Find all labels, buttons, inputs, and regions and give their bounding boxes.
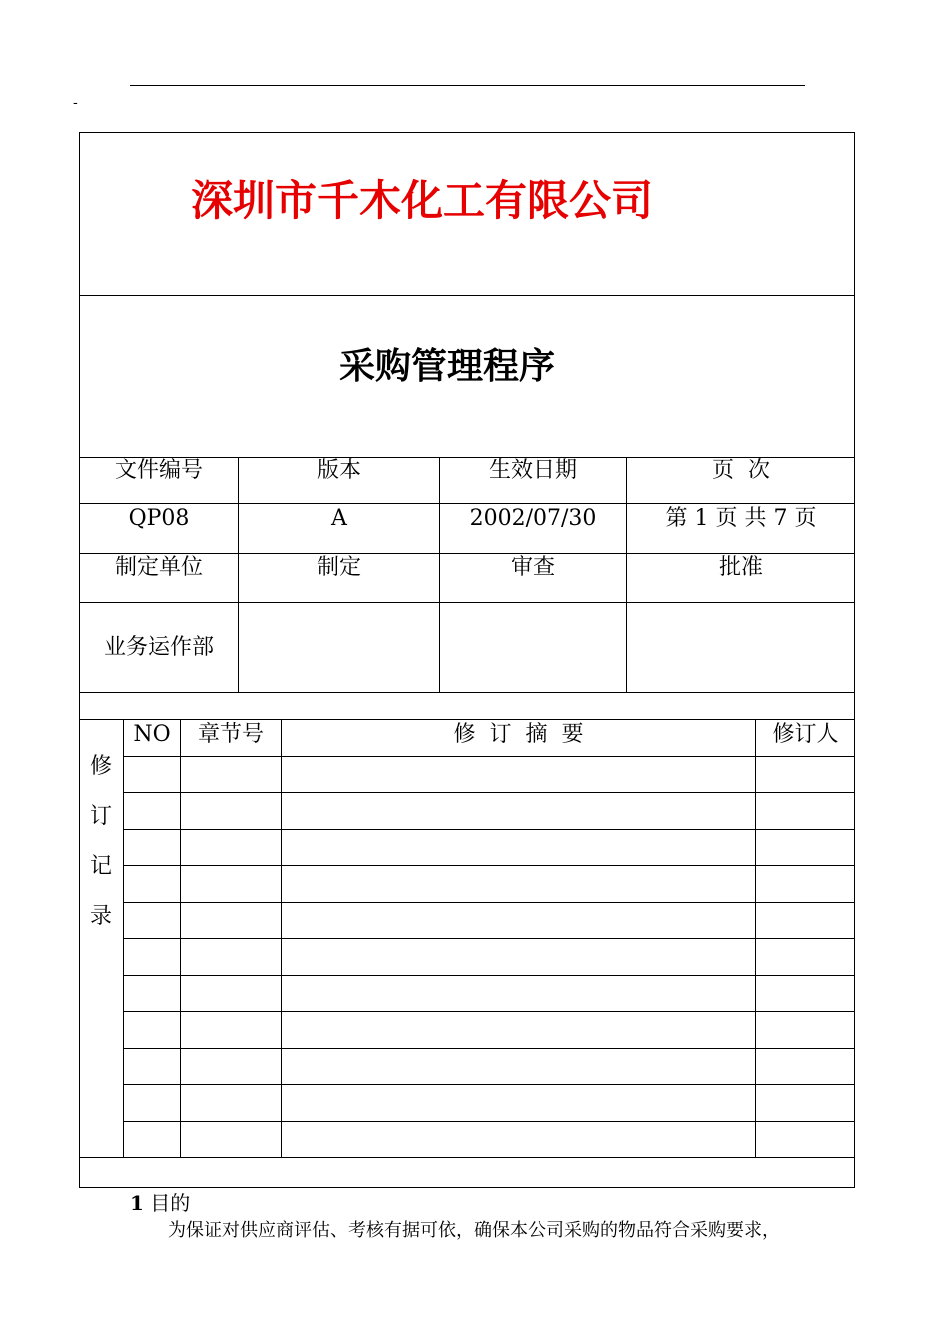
header-page: 页 次 bbox=[712, 458, 770, 483]
rule-after-info-values bbox=[79, 553, 855, 554]
value-version: A bbox=[331, 506, 347, 531]
header-version: 版本 bbox=[316, 458, 361, 483]
revision-row-rule bbox=[123, 1084, 855, 1085]
value-issuing-unit: 业务运作部 bbox=[103, 635, 214, 660]
revision-row-rule bbox=[123, 902, 855, 903]
revision-header-summary: 修 订 摘 要 bbox=[453, 722, 584, 747]
document-title: 采购管理程序 bbox=[338, 346, 555, 387]
header-approved: 批准 bbox=[718, 555, 763, 580]
revision-row-rule bbox=[123, 756, 855, 757]
header-prepared: 制定 bbox=[316, 555, 361, 580]
rule-after-approval-values bbox=[79, 692, 855, 693]
company-name: 深圳市千木化工有限公司 bbox=[190, 176, 653, 225]
section-number: 1 bbox=[130, 1191, 144, 1215]
rule-before-revision bbox=[79, 719, 855, 720]
revision-row-rule bbox=[123, 829, 855, 830]
revision-side-char: 录 bbox=[89, 904, 112, 929]
revision-row-rule bbox=[123, 865, 855, 866]
revision-side-label bbox=[80, 742, 122, 942]
header-file-number: 文件编号 bbox=[114, 458, 203, 483]
rule-after-revision bbox=[79, 1157, 855, 1158]
revision-header-no: NO bbox=[133, 722, 171, 747]
section-heading bbox=[130, 1190, 190, 1216]
header-reviewed: 审查 bbox=[510, 555, 555, 580]
revision-row-rule bbox=[123, 1121, 855, 1122]
revision-row-rule bbox=[123, 938, 855, 939]
dash-mark: - bbox=[73, 95, 78, 111]
revision-row-rule bbox=[123, 1011, 855, 1012]
revision-row-rule bbox=[123, 1048, 855, 1049]
revision-row-rule bbox=[123, 792, 855, 793]
revision-side-char: 修 bbox=[89, 754, 112, 779]
rule-after-company bbox=[79, 295, 855, 296]
revision-header-reviser: 修订人 bbox=[772, 722, 839, 747]
value-page: 第 1 页 共 7 页 bbox=[665, 506, 817, 531]
revision-row-rule bbox=[123, 975, 855, 976]
value-effective-date: 2002/07/30 bbox=[469, 506, 597, 531]
header-issuing-unit: 制定单位 bbox=[114, 555, 203, 580]
section-paragraph: 为保证对供应商评估、考核有据可依，确保本公司采购的物品符合采购要求， bbox=[168, 1220, 780, 1241]
revision-side-char: 订 bbox=[89, 804, 112, 829]
header-effective-date: 生效日期 bbox=[488, 458, 577, 483]
rule-after-approval-headers bbox=[79, 602, 855, 603]
revision-side-char: 记 bbox=[89, 854, 112, 879]
header-rule bbox=[130, 85, 805, 86]
value-file-number: QP08 bbox=[128, 506, 190, 531]
rule-after-info-headers bbox=[79, 503, 855, 504]
revision-header-section: 章节号 bbox=[197, 722, 264, 747]
section-title: 目的 bbox=[150, 1191, 191, 1215]
